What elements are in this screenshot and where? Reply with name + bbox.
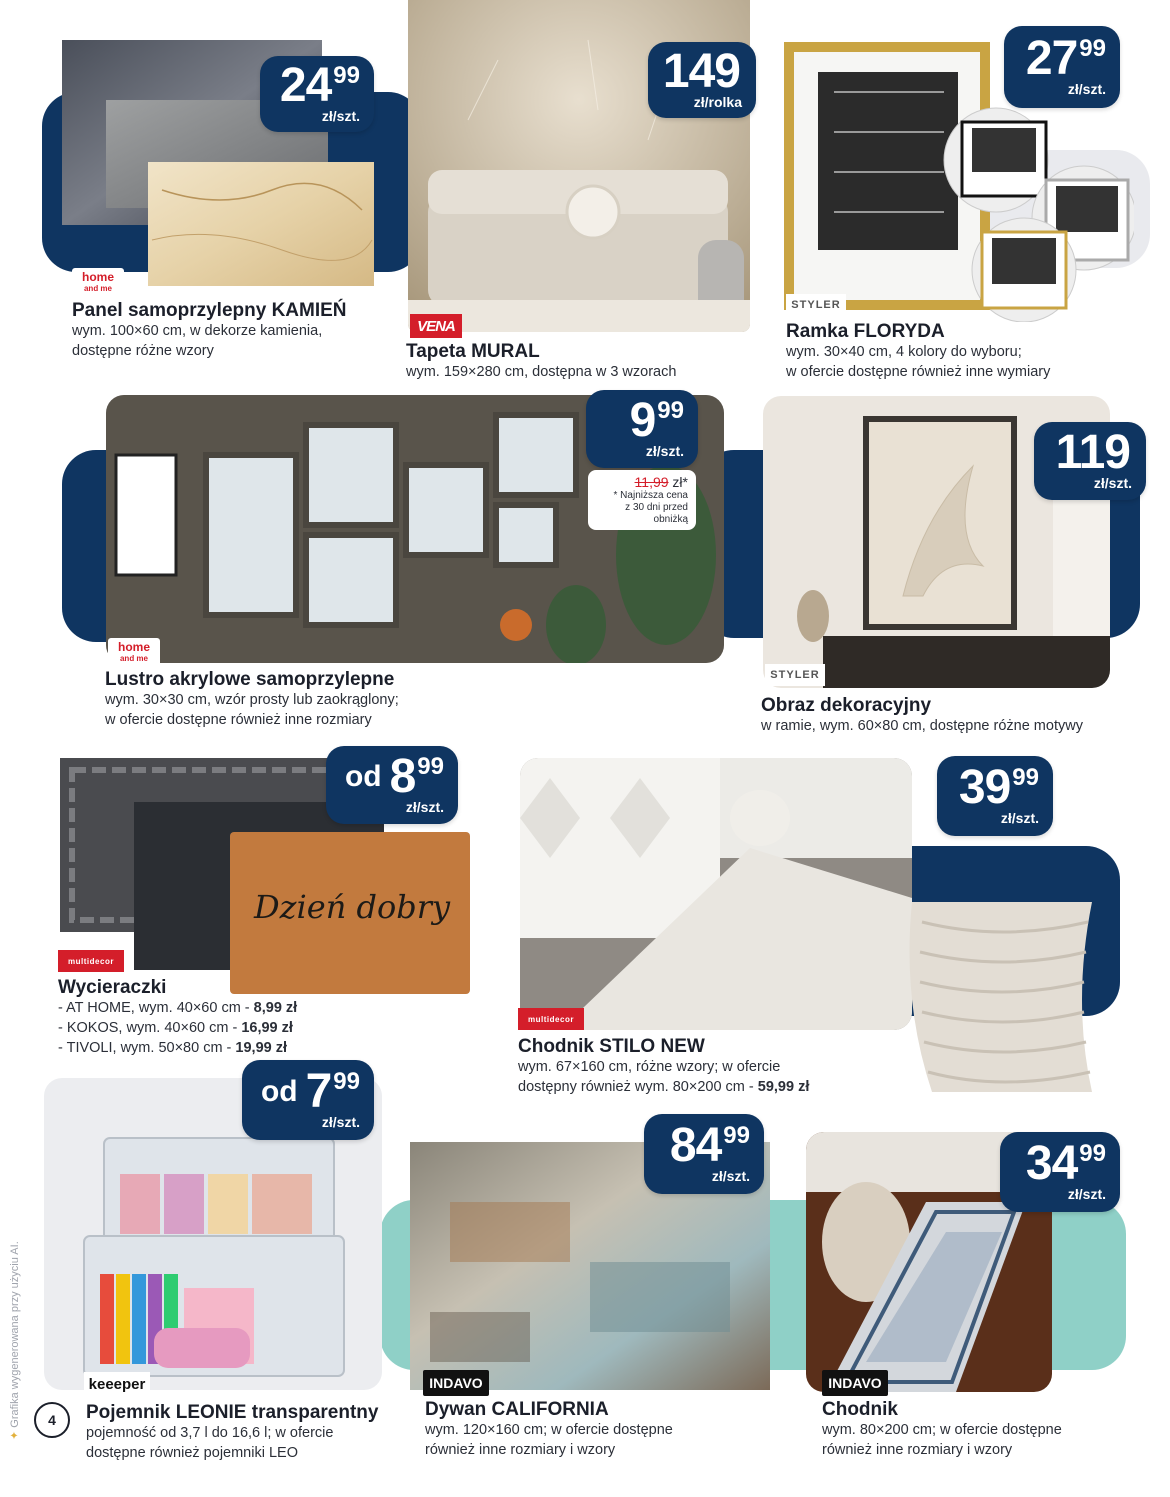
vena-logo: VENA: [410, 314, 462, 338]
price-integer: 27: [1025, 32, 1078, 85]
price-decimal: 99: [723, 1122, 750, 1149]
desc-line: wym. 120×160 cm; w ofercie dostępne: [425, 1422, 673, 1438]
panel-desc: [72, 321, 322, 361]
home-and-me-logo: home and me: [72, 268, 124, 298]
chodnik-stilo-title: Chodnik STILO NEW: [518, 1036, 705, 1057]
desc-line: dostępny również wym. 80×200 cm - 59,99 zł: [518, 1079, 810, 1095]
desc-line: wym. 159×280 cm, dostępna w 3 wzorach: [406, 364, 677, 380]
doormat-text: Dzień dobry: [254, 888, 451, 926]
chodnik-stilo-image: [520, 758, 912, 1030]
price-unit: zł/szt.: [321, 108, 360, 124]
lustro-old-price: [588, 470, 696, 530]
chodnik-title: Chodnik: [822, 1399, 898, 1420]
lustro-desc: [105, 690, 399, 730]
price-integer: 24: [279, 59, 332, 112]
keeeper-logo: keeeper: [84, 1372, 150, 1396]
desc-line: dostępne różne wzory: [72, 343, 214, 359]
old-price-suffix: zł*: [668, 474, 688, 490]
obraz-desc: [761, 716, 1083, 736]
ramka-desc: [786, 342, 1050, 382]
pojemnik-desc: [86, 1423, 333, 1463]
lowest-price-note: * Najniższa cena: [613, 490, 688, 501]
price-integer: 39: [958, 761, 1011, 814]
styler-logo: STYLER: [786, 294, 846, 316]
desc-line: w ofercie dostępne również inne rozmiary: [105, 712, 372, 728]
price-unit: zł/szt.: [1000, 810, 1039, 826]
obraz-price-tag: [1034, 422, 1146, 500]
desc-line: również inne rozmiary i wzory: [822, 1442, 1013, 1458]
price-from: od: [344, 760, 382, 793]
desc-line: wym. 30×30 cm, wzór prosty lub zaokrąglony;: [105, 692, 399, 708]
desc-line: wym. 80×200 cm; w ofercie dostępne: [822, 1422, 1062, 1438]
price-integer: 7: [305, 1065, 332, 1118]
price-unit: zł/szt.: [405, 799, 444, 815]
ai-graphic-note: ✦ Grafika wygenerowana przy użyciu AI.: [9, 1241, 21, 1440]
indavo-logo: INDAVO: [423, 1370, 489, 1396]
styler-logo: STYLER: [765, 664, 825, 686]
desc-line: wym. 67×160 cm, różne wzory; w ofercie: [518, 1059, 781, 1075]
home-and-me-logo: home and me: [108, 638, 160, 668]
desc-line: wym. 100×60 cm, w dekorze kamienia,: [72, 323, 323, 339]
lustro-title: Lustro akrylowe samoprzylepne: [105, 669, 395, 690]
price-decimal: 99: [1012, 764, 1039, 791]
pojemnik-title: Pojemnik LEONIE transparentny: [86, 1402, 379, 1423]
wycieraczki-desc: [58, 998, 297, 1058]
dywan-desc: [425, 1420, 673, 1460]
price-decimal: 99: [1079, 1140, 1106, 1167]
price-unit: zł/rolka: [693, 94, 742, 110]
chodnik-stilo-price-tag: [937, 756, 1053, 836]
desc-line: również inne rozmiary i wzory: [425, 1442, 616, 1458]
price-integer: 8: [389, 750, 416, 803]
price-decimal: 99: [333, 1068, 360, 1095]
desc-line: wym. 30×40 cm, 4 kolory do wyboru;: [786, 344, 1022, 360]
lowest-price-note: z 30 dni przed obniżką: [625, 502, 688, 525]
price-unit: zł/szt.: [711, 1168, 750, 1184]
rolled-runner-image: [892, 882, 1112, 1102]
ramka-title: Ramka FLORYDA: [786, 321, 945, 342]
price-decimal: 99: [1079, 35, 1106, 62]
desc-line: - TIVOLI, wym. 50×80 cm - 19,99 zł: [58, 1040, 287, 1056]
price-unit: zł/szt.: [1067, 81, 1106, 97]
chodnik-price-tag: [1000, 1132, 1120, 1212]
multidecor-logo: multidecor: [518, 1008, 584, 1030]
chodnik-desc: [822, 1420, 1062, 1460]
price-decimal: 99: [333, 62, 360, 89]
desc-line: pojemność od 3,7 l do 16,6 l; w ofercie: [86, 1425, 334, 1441]
price-unit: zł/szt.: [1093, 475, 1132, 491]
price-unit: zł/szt.: [321, 1114, 360, 1130]
desc-line: - AT HOME, wym. 40×60 cm - 8,99 zł: [58, 1000, 298, 1016]
desc-line: - KOKOS, wym. 40×60 cm - 16,99 zł: [58, 1020, 293, 1036]
price-unit: zł/szt.: [645, 443, 684, 459]
price-integer: 9: [629, 394, 656, 447]
tapeta-title: Tapeta MURAL: [406, 341, 540, 362]
price-integer: 149: [662, 45, 740, 98]
indavo-logo: INDAVO: [822, 1370, 888, 1396]
wycieraczki-title: Wycieraczki: [58, 977, 167, 998]
dywan-price-tag: [644, 1114, 764, 1194]
chodnik-stilo-roll-image: [892, 882, 1112, 1102]
price-decimal: 99: [657, 397, 684, 424]
old-price-value: 11,99: [634, 474, 669, 490]
price-decimal: 99: [417, 753, 444, 780]
runner-room-image: [520, 758, 912, 1030]
sparkle-icon: ✦: [9, 1427, 21, 1440]
panel-title: Panel samoprzylepny KAMIEŃ: [72, 300, 347, 321]
desc-line: w ramie, wym. 60×80 cm, dostępne różne motywy: [761, 718, 1083, 734]
panel-price-tag: [260, 56, 374, 132]
lustro-price-tag: [586, 390, 698, 468]
wycieraczki-price-tag: [326, 746, 458, 824]
desc-line: dostępne również pojemniki LEO: [86, 1445, 298, 1461]
ramka-price-tag: [1004, 26, 1120, 108]
price-integer: 84: [669, 1119, 722, 1172]
price-from: od: [260, 1075, 298, 1108]
price-unit: zł/szt.: [1067, 1186, 1106, 1202]
tapeta-price-tag: [648, 42, 756, 118]
tapeta-desc: [406, 362, 676, 382]
dywan-title: Dywan CALIFORNIA: [425, 1399, 609, 1420]
obraz-title: Obraz dekoracyjny: [761, 695, 932, 716]
price-integer: 119: [1055, 426, 1130, 479]
pojemnik-price-tag: [242, 1060, 374, 1140]
desc-line: w ofercie dostępne również inne wymiary: [786, 364, 1051, 380]
multidecor-logo: multidecor: [58, 950, 124, 972]
price-integer: 34: [1025, 1137, 1078, 1190]
chodnik-stilo-desc: [518, 1057, 809, 1097]
page-number: 4: [34, 1402, 70, 1438]
